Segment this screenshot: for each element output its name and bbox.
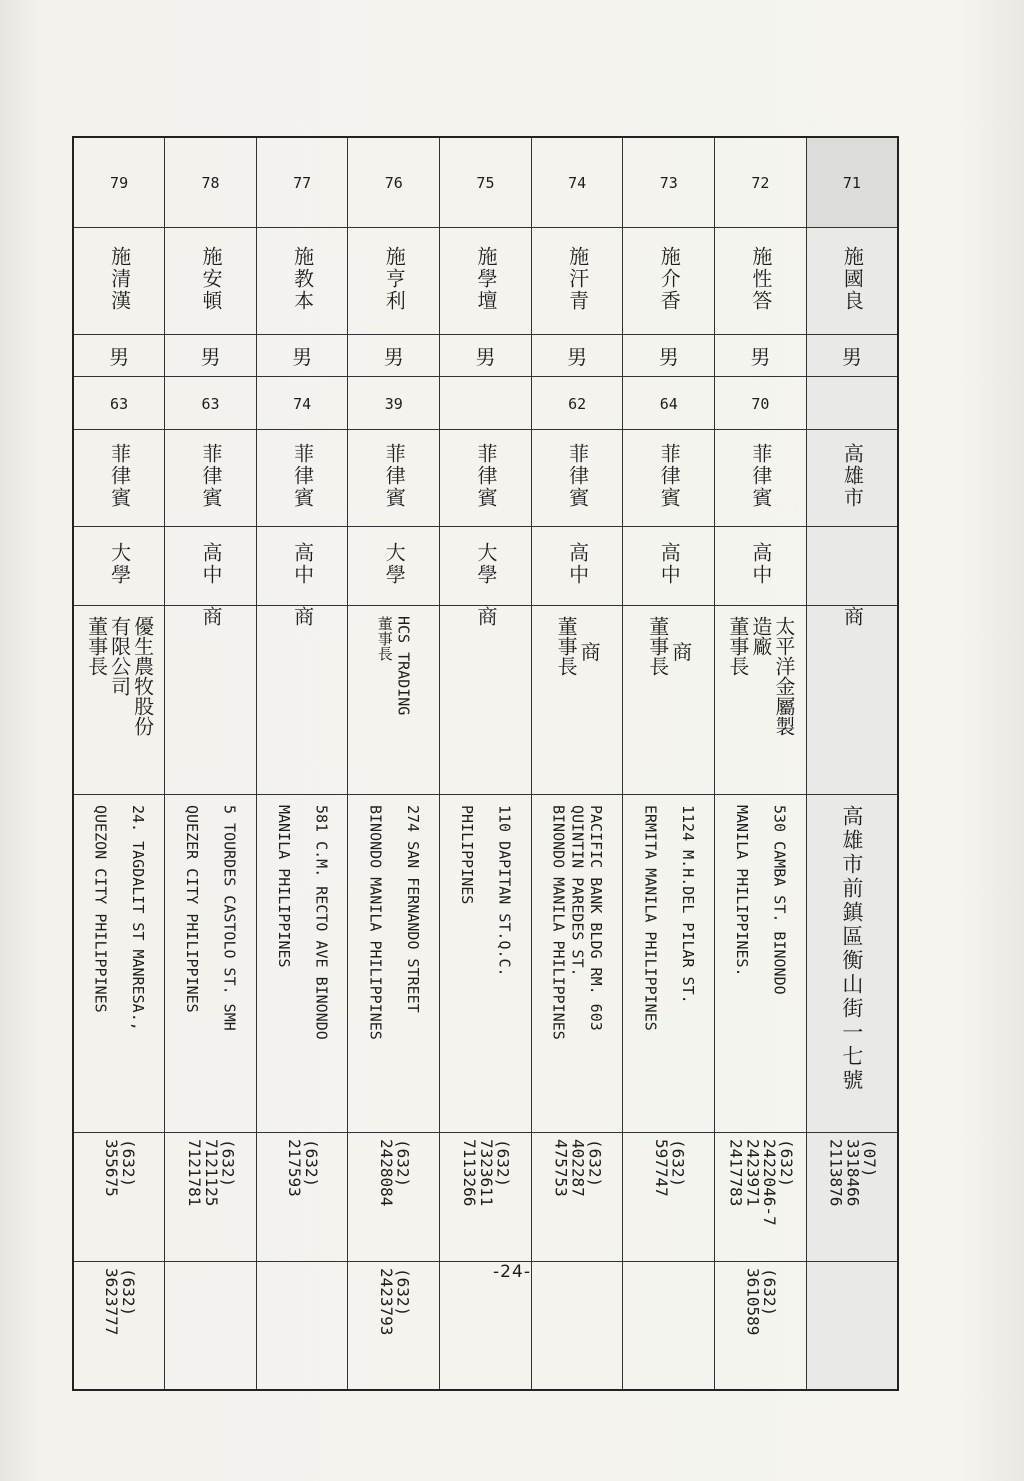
cell-sex — [440, 335, 532, 377]
cell-occupation — [256, 606, 348, 795]
cell-address — [348, 795, 440, 1133]
nationality-text: 菲律賓 — [657, 443, 682, 509]
cell-nationality — [531, 430, 623, 527]
tel1-text: (632) 2428084 — [376, 1139, 413, 1207]
tel1-text: (632) 355675 — [102, 1139, 138, 1197]
education-text: 大學 — [382, 542, 407, 586]
education-text: 大學 — [107, 542, 132, 586]
cell-nationality — [806, 430, 898, 527]
cell-age — [440, 377, 532, 430]
occupation-text: HCS TRADING 董事長 — [375, 616, 413, 716]
member-roster-table — [72, 136, 899, 1391]
address-text: 1124 M.H.DEL PILAR ST. ERMITA MANILA PHILIPPINES — [641, 805, 697, 1031]
name-text: 施性答 — [748, 246, 773, 312]
cell-no — [440, 137, 532, 228]
sex-text: 男 — [383, 345, 404, 369]
cell-education — [623, 527, 715, 606]
age-text: 63 — [110, 394, 129, 413]
occupation-text: 商 董事長 — [645, 616, 693, 676]
cell-no — [165, 137, 257, 228]
cell-education — [715, 527, 807, 606]
cell-age — [623, 377, 715, 430]
cell-nationality — [256, 430, 348, 527]
address-text: 581 C.M. RECTO AVE BINONDO MANILA PHILIPPINES — [274, 805, 331, 1040]
row-sex — [73, 335, 898, 377]
cell-no — [531, 137, 623, 228]
cell-occupation — [806, 606, 898, 795]
address-text: 高雄市前鎮區衡山街一七號 — [839, 805, 864, 1093]
occupation-text: 商 — [290, 606, 315, 628]
cell-nationality — [440, 430, 532, 527]
cell-tel1 — [165, 1133, 257, 1262]
cell-nationality — [73, 430, 165, 527]
occupation-text: 商 — [840, 606, 865, 628]
row-nationality — [73, 430, 898, 527]
cell-occupation — [715, 606, 807, 795]
no-text: 76 — [384, 174, 403, 192]
address-text: 530 CAMBA ST. BINONDO MANILA PHILIPPINES. — [733, 805, 789, 995]
cell-nationality — [715, 430, 807, 527]
cell-sex — [715, 335, 807, 377]
tel1-text: (632) 597747 — [651, 1139, 688, 1197]
occupation-text: 商 董事長 — [554, 616, 602, 676]
name-text: 施汗青 — [565, 246, 590, 312]
no-text: 71 — [842, 174, 861, 192]
cell-name — [348, 228, 440, 335]
nationality-text: 菲律賓 — [290, 443, 315, 509]
cell-occupation — [348, 606, 440, 795]
nationality-text: 高雄市 — [840, 443, 865, 509]
cell-sex — [623, 335, 715, 377]
tel2-text: (632) 3610589 — [743, 1268, 780, 1336]
cell-address — [440, 795, 532, 1133]
no-text: 75 — [476, 174, 495, 192]
tel1-text: (632) 7323611 7113266 — [460, 1139, 513, 1207]
name-text: 施亨利 — [382, 246, 407, 312]
cell-age — [348, 377, 440, 430]
cell-sex — [165, 335, 257, 377]
nationality-text: 菲律賓 — [198, 443, 223, 509]
address-text: 110 DAPITAN ST.Q.C. PHILIPPINES — [458, 805, 514, 977]
cell-tel1 — [348, 1133, 440, 1262]
name-text: 施清漢 — [107, 246, 132, 312]
cell-sex — [256, 335, 348, 377]
no-text: 73 — [659, 174, 678, 192]
tel1-text: (632) 217593 — [285, 1139, 321, 1197]
cell-no — [73, 137, 165, 228]
tel1-text: (07) 3318466 2113876 — [826, 1139, 880, 1207]
row-number — [73, 137, 898, 228]
cell-education — [348, 527, 440, 606]
occupation-text: 優生農牧股份 有限公司 董事長 — [84, 616, 155, 736]
tel1-text: (632) 7121125 7121781 — [185, 1139, 238, 1207]
nationality-text: 菲律賓 — [473, 443, 498, 509]
cell-age — [715, 377, 807, 430]
cell-no — [256, 137, 348, 228]
sex-text: 男 — [475, 345, 496, 369]
education-text: 高中 — [290, 542, 315, 586]
education-text: 高中 — [198, 542, 223, 586]
age-text: 39 — [384, 394, 403, 413]
age-text: 64 — [659, 394, 678, 413]
cell-occupation — [440, 606, 532, 795]
occupation-text: 太平洋金屬製 造廠 董事長 — [725, 616, 796, 736]
cell-address — [806, 795, 898, 1133]
cell-occupation — [531, 606, 623, 795]
no-text: 74 — [568, 174, 587, 192]
cell-education — [165, 527, 257, 606]
address-text: 274 SAN FERNANDO STREET BINONDO MANILA PHILIPPINES — [366, 805, 422, 1040]
cell-address — [165, 795, 257, 1133]
cell-age — [806, 377, 898, 430]
no-text: 77 — [293, 174, 312, 192]
cell-sex — [348, 335, 440, 377]
address-text: PACIFIC BANK BLDG RM. 603 QUINTIN PAREDES ST. BINONDO MANILA PHILIPPINES — [549, 805, 606, 1040]
cell-occupation — [73, 606, 165, 795]
no-text: 78 — [201, 174, 220, 192]
sex-text: 男 — [567, 345, 588, 369]
sex-text: 男 — [841, 345, 862, 369]
address-text: 24. TAGDALIT ST MANRESA., QUEZON CITY PHILIPPINES — [91, 805, 148, 1031]
cell-address — [256, 795, 348, 1133]
cell-no — [623, 137, 715, 228]
age-text: 74 — [293, 394, 312, 413]
name-text: 施國良 — [840, 246, 865, 312]
cell-sex — [73, 335, 165, 377]
cell-no — [806, 137, 898, 228]
age-text: 70 — [751, 394, 770, 413]
cell-address — [715, 795, 807, 1133]
cell-age — [531, 377, 623, 430]
row-education — [73, 527, 898, 606]
sex-text: 男 — [109, 345, 130, 369]
cell-name — [165, 228, 257, 335]
cell-name — [440, 228, 532, 335]
cell-name — [806, 228, 898, 335]
nationality-text: 菲律賓 — [107, 443, 132, 509]
cell-tel1 — [440, 1133, 532, 1262]
cell-sex — [531, 335, 623, 377]
age-text: 63 — [201, 394, 220, 413]
cell-age — [256, 377, 348, 430]
cell-tel1 — [73, 1133, 165, 1262]
cell-education — [531, 527, 623, 606]
cell-education — [440, 527, 532, 606]
nationality-text: 菲律賓 — [565, 443, 590, 509]
tel2-text: (632) 3623777 — [102, 1268, 138, 1336]
sex-text: 男 — [292, 345, 313, 369]
education-text: 高中 — [657, 542, 682, 586]
cell-tel1 — [806, 1133, 898, 1262]
occupation-text: 商 — [473, 606, 498, 628]
cell-name — [531, 228, 623, 335]
sex-text: 男 — [200, 345, 221, 369]
no-text: 72 — [751, 174, 770, 192]
cell-no — [348, 137, 440, 228]
name-text: 施安頓 — [198, 246, 223, 312]
education-text: 大學 — [473, 542, 498, 586]
cell-education — [806, 527, 898, 606]
page-number: -24- — [493, 1262, 531, 1282]
cell-education — [256, 527, 348, 606]
cell-sex — [806, 335, 898, 377]
address-text: 5 TOURDES CASTOLO ST. SMH QUEZER CITY PHILIPPINES — [183, 805, 239, 1031]
cell-name — [623, 228, 715, 335]
no-text: 79 — [110, 174, 129, 192]
education-text: 高中 — [748, 542, 773, 586]
nationality-text: 菲律賓 — [748, 443, 773, 509]
tel1-text: (632) 2422046-7 2423971 2417783 — [726, 1139, 797, 1226]
cell-address — [531, 795, 623, 1133]
row-age — [73, 377, 898, 430]
education-text: 高中 — [565, 542, 590, 586]
age-text: 62 — [568, 394, 587, 413]
cell-name — [73, 228, 165, 335]
name-text: 施學壇 — [473, 246, 498, 312]
cell-education — [73, 527, 165, 606]
cell-name — [256, 228, 348, 335]
cell-nationality — [165, 430, 257, 527]
tel2-text: (632) 2423793 — [376, 1268, 413, 1336]
cell-address — [73, 795, 165, 1133]
nationality-text: 菲律賓 — [382, 443, 407, 509]
cell-name — [715, 228, 807, 335]
name-text: 施教本 — [290, 246, 315, 312]
name-text: 施介香 — [657, 246, 682, 312]
cell-occupation — [165, 606, 257, 795]
sex-text: 男 — [658, 345, 679, 369]
cell-tel1 — [256, 1133, 348, 1262]
cell-tel1 — [715, 1133, 807, 1262]
cell-no — [715, 137, 807, 228]
tel1-text: (632) 402287 475753 — [551, 1139, 605, 1197]
sex-text: 男 — [750, 345, 771, 369]
occupation-text: 商 — [198, 606, 223, 628]
cell-occupation — [623, 606, 715, 795]
cell-age — [165, 377, 257, 430]
cell-address — [623, 795, 715, 1133]
cell-nationality — [623, 430, 715, 527]
cell-nationality — [348, 430, 440, 527]
cell-tel1 — [623, 1133, 715, 1262]
cell-age — [73, 377, 165, 430]
row-telephone — [73, 1133, 898, 1262]
row-name — [73, 228, 898, 335]
row-occupation — [73, 606, 898, 795]
row-address — [73, 795, 898, 1133]
cell-tel1 — [531, 1133, 623, 1262]
